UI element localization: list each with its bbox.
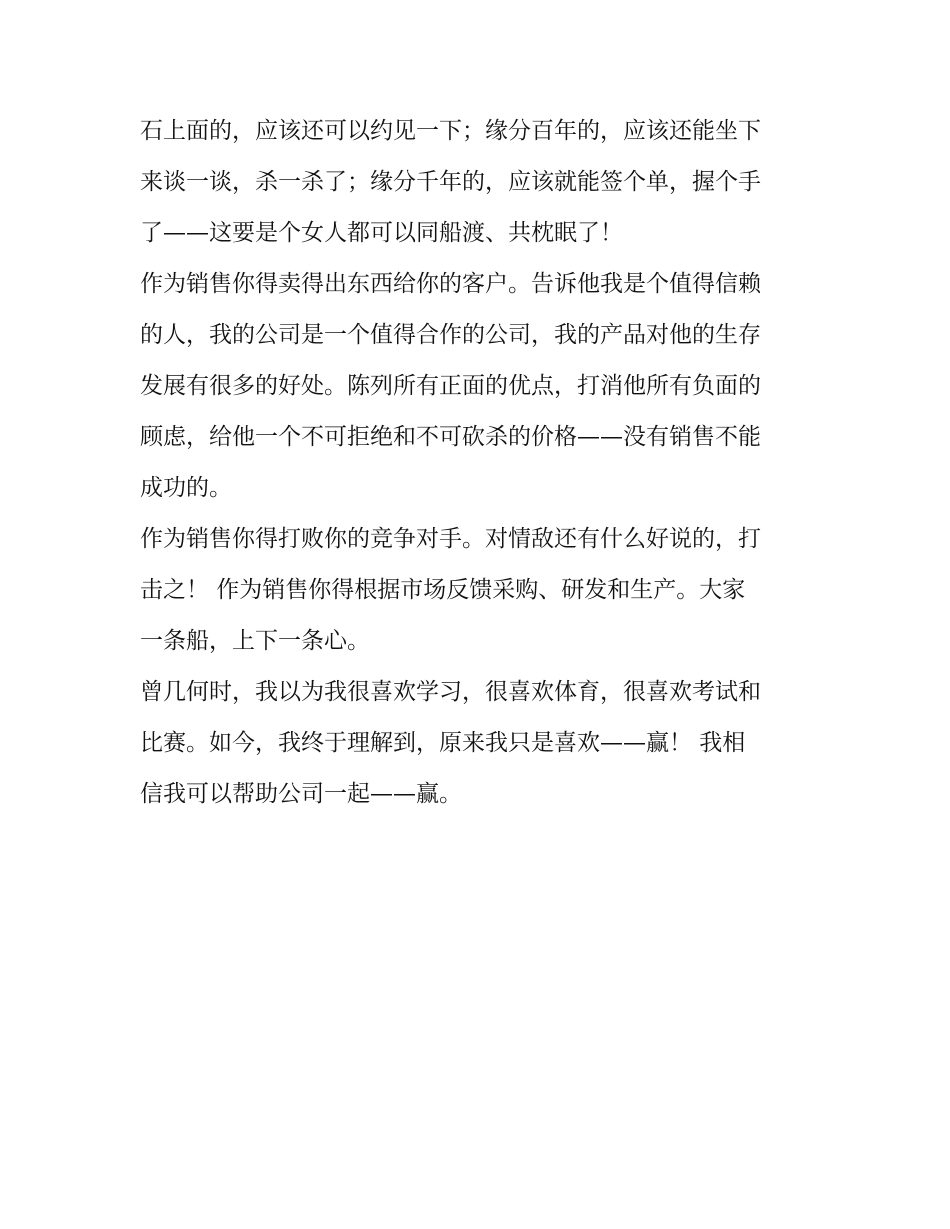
text-line: 发展有很多的好处。陈列所有正面的优点，打消他所有负面的 — [140, 373, 761, 399]
text-line: 曾几何时，我以为我很喜欢学习，很喜欢体育，很喜欢考试和 — [140, 679, 761, 705]
text-line: 顾虑，给他一个不可拒绝和不可砍杀的价格——没有销售不能 — [140, 424, 761, 450]
text-line: 来谈一谈，杀一杀了；缘分千年的，应该就能签个单，握个手 — [140, 169, 761, 195]
text-line: 作为销售你得卖得出东西给你的客户。告诉他我是个值得信赖 — [140, 271, 761, 297]
text-line: 击之！ 作为销售你得根据市场反馈采购、研发和生产。大家 — [140, 577, 746, 603]
text-line: 成功的。 — [140, 475, 232, 501]
text-line: 一条船，上下一条心。 — [140, 628, 370, 654]
text-line: 信我可以帮助公司一起——赢。 — [140, 781, 462, 807]
text-line: 了——这要是个女人都可以同船渡、共枕眠了！ — [140, 220, 623, 246]
text-line: 石上面的，应该还可以约见一下；缘分百年的，应该还能坐下 — [140, 118, 761, 144]
text-line: 的人，我的公司是一个值得合作的公司，我的产品对他的生存 — [140, 322, 761, 348]
body-text — [140, 106, 820, 820]
text-line: 作为销售你得打败你的竞争对手。对情敌还有什么好说的，打 — [140, 526, 761, 552]
text-line: 比赛。如今，我终于理解到，原来我只是喜欢——赢！ 我相 — [140, 730, 746, 756]
